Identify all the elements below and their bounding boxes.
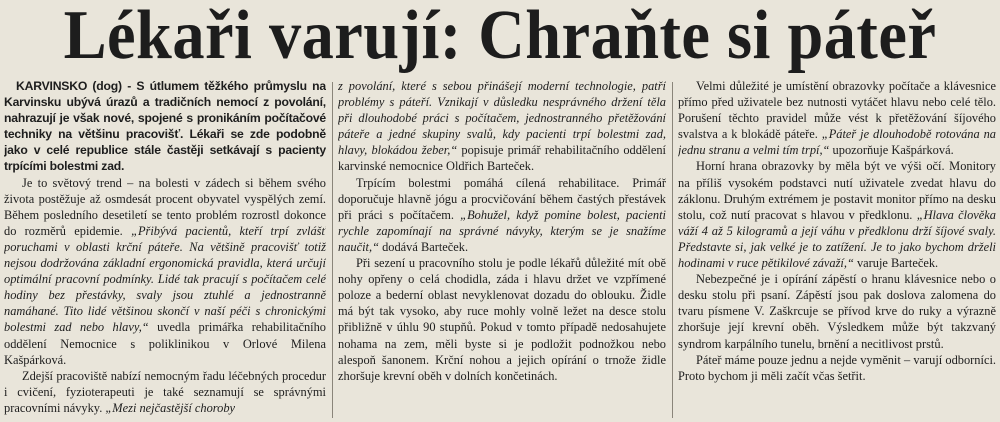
- paragraph: [338, 78, 666, 175]
- lead-paragraph: KARVINSKO (dog) - S útlumem těžkého průmyslu na Karvinsku ubývá úrazů a tradičních nemocí z povolání, nahrazují je však nové, spojené s pronikáním počítačové techniky na většinu pracovišť. Lékaři se zde podobně jako v celé republice stále častěji setkávají s pacienty trpícími bolestmi zad.: [4, 79, 326, 174]
- paragraph-text: popisuje primář rehabilitačního oddělení karvinské nemocnice Oldřich Barteček.: [338, 143, 666, 174]
- paragraph-text: varuje Barteček.: [853, 256, 939, 271]
- article-columns: [4, 78, 996, 422]
- column-1: [4, 78, 326, 422]
- quote-text: „Páteř je dlouhodobě rotována na jednu stranu a velmi tím trpí,“: [678, 127, 996, 158]
- quote-text: „Mezi nejčastější choroby: [105, 400, 236, 415]
- paragraph-text: Trpícím bolestmi pomáhá cílená rehabilitace. Primář doporučuje hlavně jógu a procvičování během častých přestávek při práci s počítačem.: [338, 175, 666, 222]
- paragraph-text: dodává Barteček.: [378, 239, 469, 254]
- column-rule: [672, 82, 673, 418]
- column-2: [338, 78, 666, 422]
- paragraph: Páteř máme pouze jednu a nejde vyměnit – varují odborníci. Proto bychom ji měli začít včas šetřit.: [678, 352, 996, 383]
- paragraph-text: uvedla primářka rehabilitačního oddělení Nemocnice s poliklinikou v Orlové Milena Kašpárková.: [4, 320, 326, 367]
- quote-text: z povolání, které s sebou přinášejí moderní technologie, patří problémy s páteří. Vznikají v důsledku nesprávného držení těla při dlouhodobé práci s počítačem, jednostranného přetěžování páteře a jedné skupiny svalů, kdy pacienti trpí bolestmi zad, hlavy, blokádou žeber,“: [338, 79, 666, 158]
- headline: Lékaři varují: Chraňte si páteř: [63, 0, 937, 74]
- column-rule: [332, 82, 333, 418]
- paragraph: [678, 78, 996, 158]
- quote-text: „Přibývá pacientů, kteří trpí zvlášť poruchami v oblasti krční páteře. Na většině pracovišť totiž nejsou dodržována základní ergonomická pravidla, která určují optimální pracovní podmínky. Lidé tak pracují s počítačem celé hodiny bez přestávky, svaly jsou ztuhlé a jednostranně namáhané. Tito lidé většinou skončí v naší péči s chronickými bolestmi zad nebo hlavy,“: [4, 223, 326, 335]
- paragraph-text: Je to světový trend – na bolesti v zádech si během svého života postěžuje až osmdesát procent obyvatel vyspělých zemí. Během posledního desetiletí se tento problém rozrostl dokonce do rozměrů epidemie.: [4, 175, 326, 238]
- paragraph-text: Horní hrana obrazovky by měla být ve výši očí. Monitory na příliš vysokém podstavci nutí uživatele zvedat hlavu do záklonu. Druhým extrémem je postavit monitor přímo na desku stolu, což nutí pracovat s hlavou v předklonu.: [678, 159, 996, 222]
- paragraph: Při sezení u pracovního stolu je podle lékařů důležité mít obě nohy opřeny o celá chodidla, záda i hlavu držet ve vzpřímené poloze a bederní oblast nevyklenovat dozadu do oblouku. Židle má být tak vysoko, aby ruce mohly volně ležet na desce stolu přibližně v úhlu 90 stupňů. Pokud v tomto případě nedosahujete nohama na zem, měli byste si je podložit podnožkou nebo alespoň šanonem. Krční nohou a jejich opírání o trnože židle zhoršuje krevní oběh v dolních končetinách.: [338, 256, 666, 383]
- paragraph-text: upozorňuje Kašpárková.: [829, 143, 954, 158]
- quote-text: „Bohužel, když pomine bolest, pacienti rychle zapomínají na správné návyky, kterým se je snažíme naučit,“: [338, 207, 666, 254]
- paragraph: [338, 175, 666, 255]
- paragraph: [4, 175, 326, 368]
- paragraph: [4, 368, 326, 416]
- paragraph: [678, 158, 996, 271]
- paragraph: Nebezpečné je i opírání zápěstí o hranu klávesnice nebo o desku stolu při psaní. Zápěstí jsou pak doslova zalomena do tvaru písmene V. Zaškrcuje se přívod krve do ruky a výrazně zhoršuje její krevní oběh. Výsledkem může být takzvaný syndrom karpálního tunelu, brnění a necitlivost prstů.: [678, 272, 996, 351]
- quote-text: „Hlava člověka váží 4 až 5 kilogramů a její váhu v předklonu drží šíjové svaly. Představte si, jak velké je to zatížení. Je to jako bychom drželi hodinami v ruce pětikilové závaží,“: [678, 207, 996, 271]
- paragraph-text: Velmi důležité je umístění obrazovky počítače a klávesnice přímo před uživatele bez nutnosti vytáčet hlavu nebo celé tělo. Porušení těchto pravidel může vést k přetěžování šíjového svalstva a k blokádě páteře.: [678, 79, 996, 142]
- column-3: [678, 78, 996, 422]
- paragraph-text: Zdejší pracoviště nabízí nemocným řadu léčebných procedur i cvičení, fyzioterapeuti je také seznamují se správnými pracovními návyky.: [4, 368, 326, 415]
